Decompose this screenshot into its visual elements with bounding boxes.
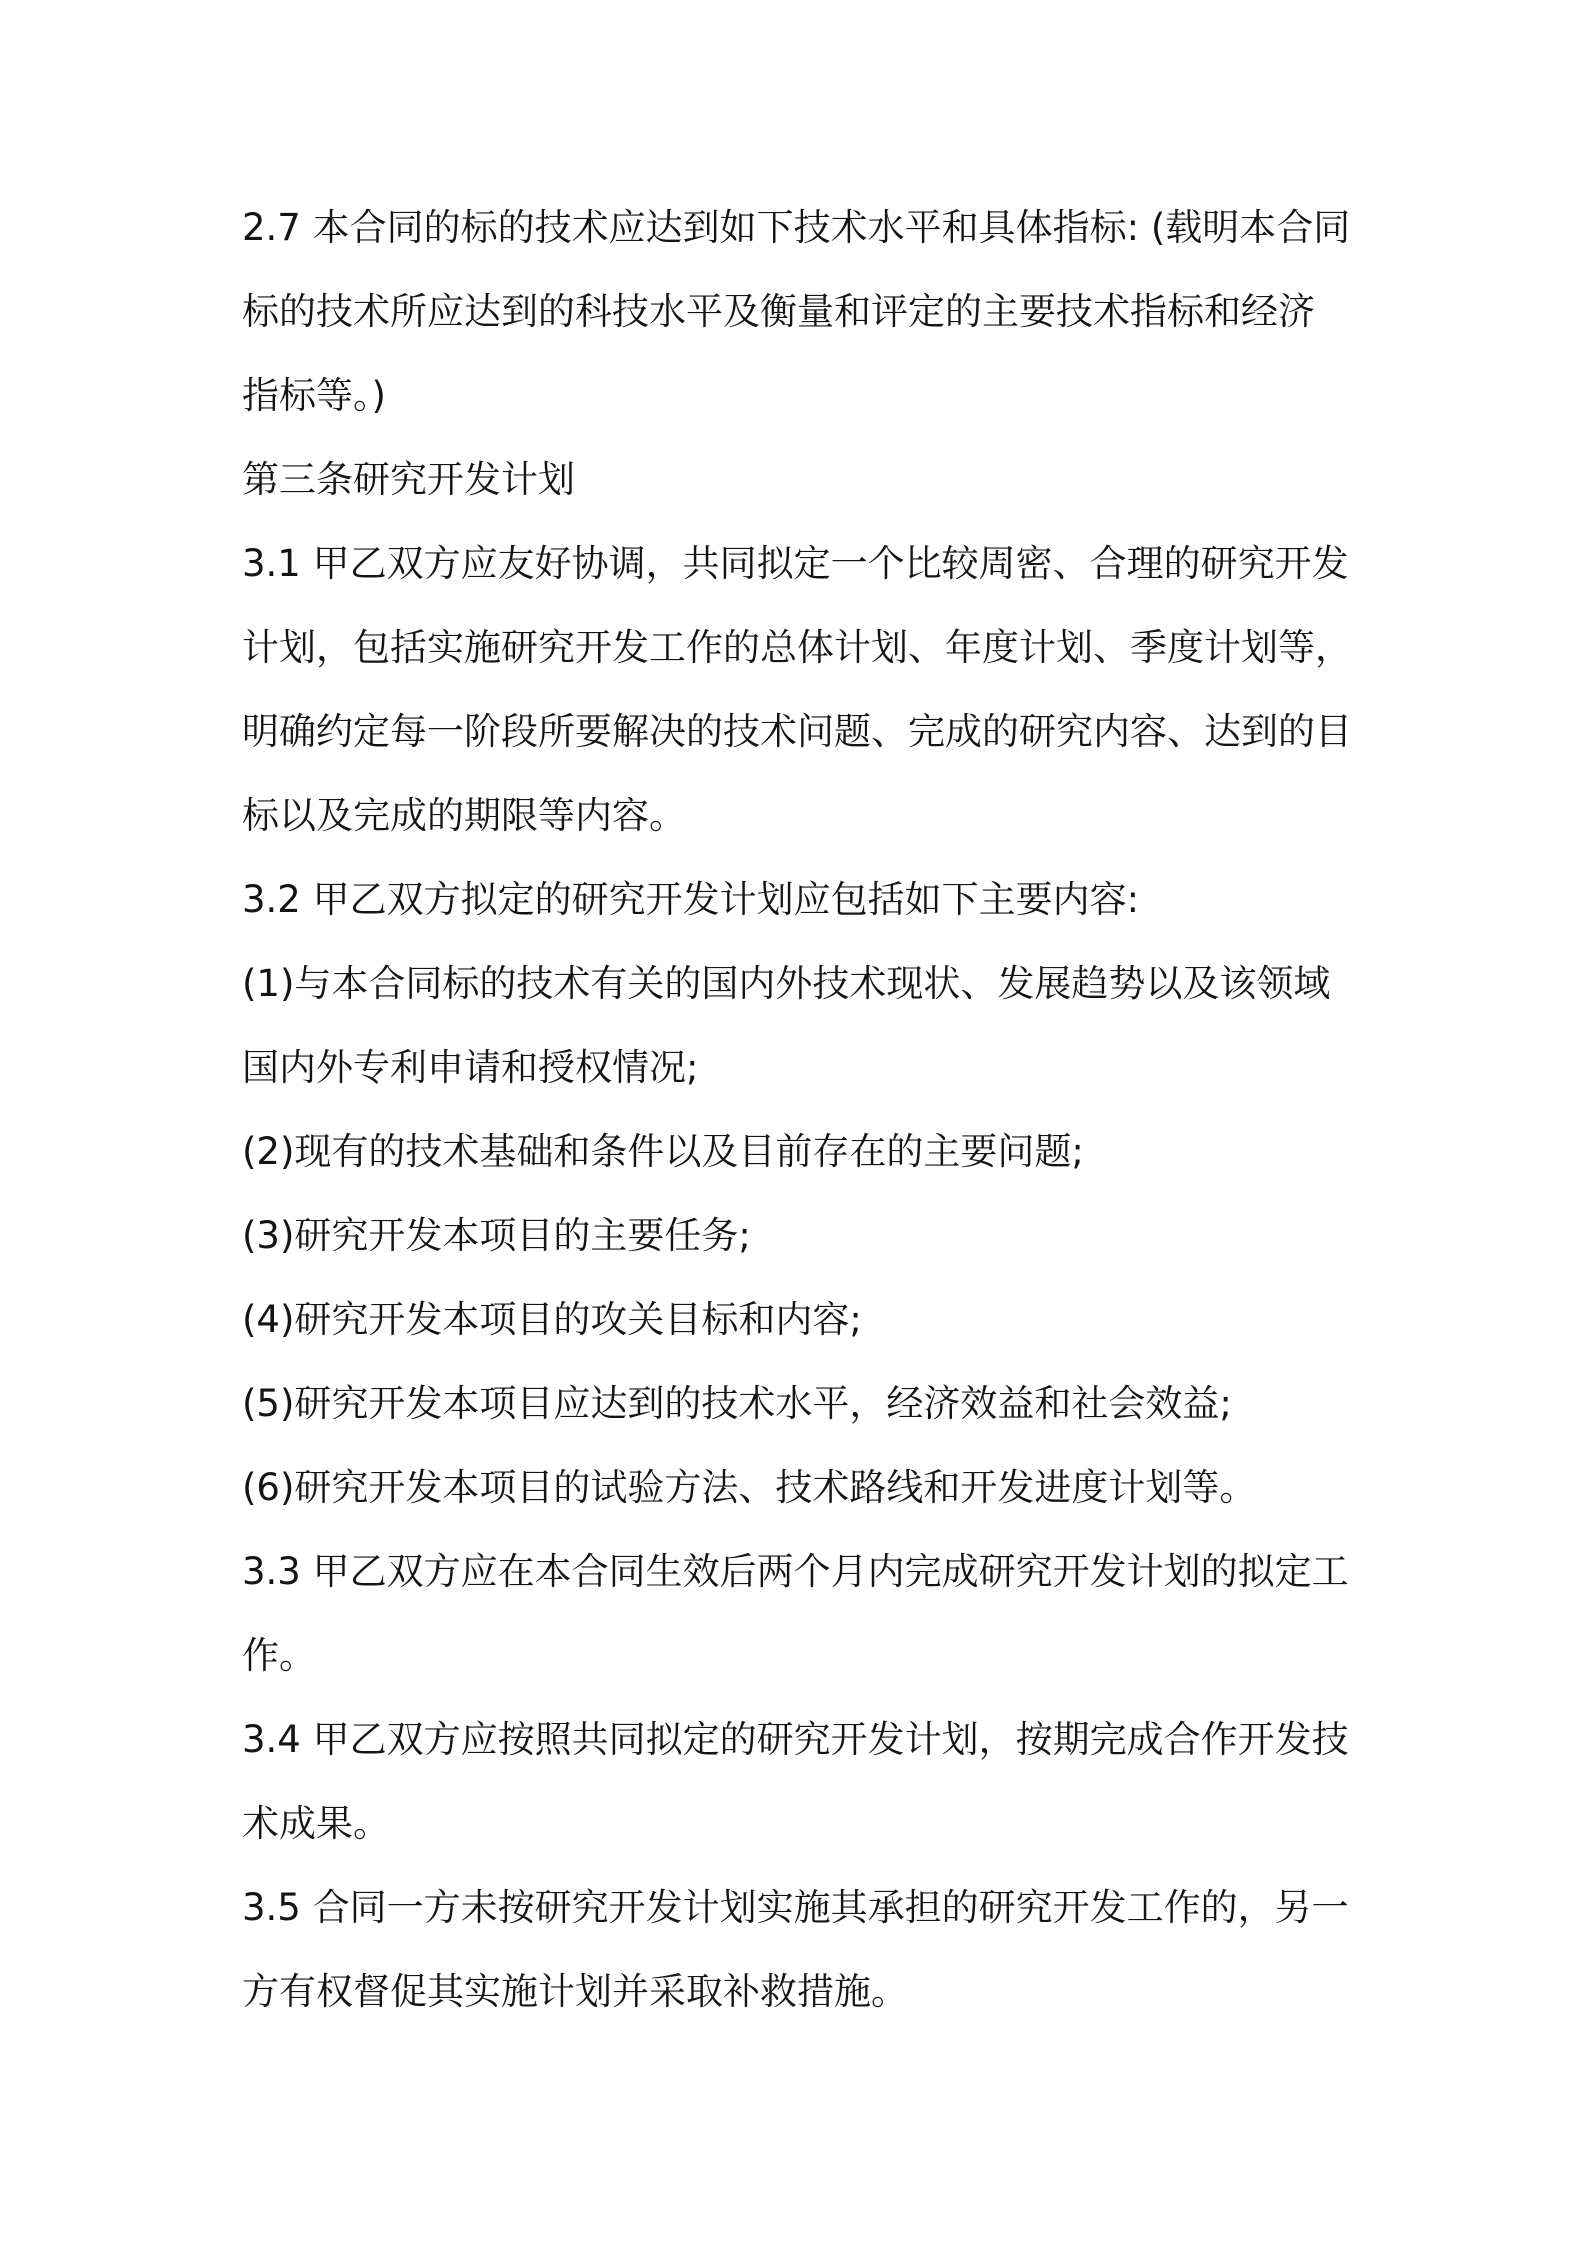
clause-3-4 xyxy=(242,1698,1372,1866)
list-item-1 xyxy=(242,942,1372,1110)
list-item-6 xyxy=(242,1446,1372,1530)
section-heading xyxy=(242,438,1372,522)
text-line: 3.2 甲乙双方拟定的研究开发计划应包括如下主要内容: xyxy=(242,878,1140,921)
text-line: 标以及完成的期限等内容。 xyxy=(242,794,686,837)
text-line: 计划，包括实施研究开发工作的总体计划、年度计划、季度计划等， xyxy=(242,626,1352,669)
clause-3-3 xyxy=(242,1530,1372,1698)
text-line: 3.5 合同一方未按研究开发计划实施其承担的研究开发工作的，另一 xyxy=(242,1886,1349,1929)
text-line: 指标等。) xyxy=(242,374,386,417)
text-line: (6)研究开发本项目的试验方法、技术路线和开发进度计划等。 xyxy=(242,1466,1257,1509)
text-line: (5)研究开发本项目应达到的技术水平，经济效益和社会效益; xyxy=(242,1382,1232,1425)
text-line: 2.7 本合同的标的技术应达到如下技术水平和具体指标: (载明本合同 xyxy=(242,206,1351,249)
text-line: 方有权督促其实施计划并采取补救措施。 xyxy=(242,1970,908,2013)
text-line: (2)现有的技术基础和条件以及目前存在的主要问题; xyxy=(242,1130,1084,1173)
document-body xyxy=(242,186,1372,2034)
text-line: (1)与本合同标的技术有关的国内外技术现状、发展趋势以及该领域 xyxy=(242,962,1331,1005)
clause-2-7 xyxy=(242,186,1372,438)
text-line: 3.1 甲乙双方应友好协调，共同拟定一个比较周密、合理的研究开发 xyxy=(242,542,1349,585)
section-title: 第三条研究开发计划 xyxy=(242,458,575,501)
clause-3-2 xyxy=(242,858,1372,942)
list-item-5 xyxy=(242,1362,1372,1446)
text-line: 标的技术所应达到的科技水平及衡量和评定的主要技术指标和经济 xyxy=(242,290,1315,333)
clause-3-5 xyxy=(242,1866,1372,2034)
text-line: 明确约定每一阶段所要解决的技术问题、完成的研究内容、达到的目 xyxy=(242,710,1352,753)
text-line: 术成果。 xyxy=(242,1802,390,1845)
text-line: 3.4 甲乙双方应按照共同拟定的研究开发计划，按期完成合作开发技 xyxy=(242,1718,1349,1761)
text-line: 3.3 甲乙双方应在本合同生效后两个月内完成研究开发计划的拟定工 xyxy=(242,1550,1349,1593)
list-item-3 xyxy=(242,1194,1372,1278)
text-line: 作。 xyxy=(242,1634,316,1677)
text-line: 国内外专利申请和授权情况; xyxy=(242,1046,699,1089)
text-line: (4)研究开发本项目的攻关目标和内容; xyxy=(242,1298,862,1341)
clause-3-1 xyxy=(242,522,1372,858)
list-item-2 xyxy=(242,1110,1372,1194)
list-item-4 xyxy=(242,1278,1372,1362)
text-line: (3)研究开发本项目的主要任务; xyxy=(242,1214,751,1257)
